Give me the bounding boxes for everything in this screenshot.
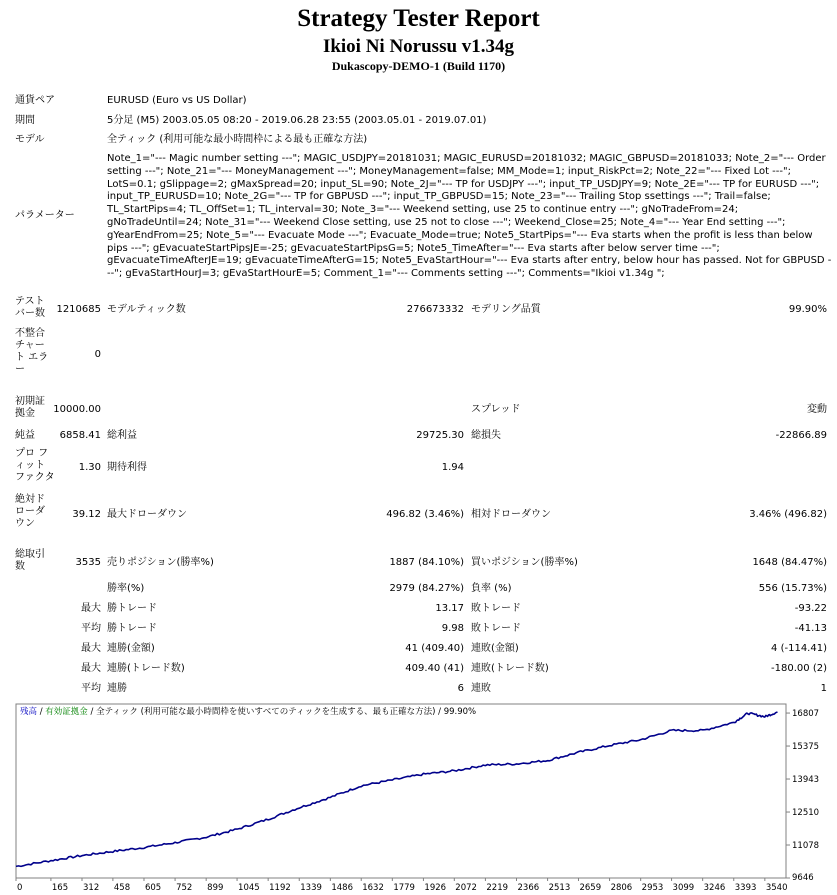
consec-win-amt-value: 41 (409.40) <box>405 643 464 654</box>
legend-sep-1: / <box>37 707 46 717</box>
net-value: 6858.41 <box>59 430 101 441</box>
x-tick-label: 3540 <box>765 883 788 893</box>
abs-dd-label: 絶対ド ローダ ウン <box>15 494 45 529</box>
x-tick-label: 3393 <box>734 883 757 893</box>
x-tick-label: 2659 <box>579 883 602 893</box>
bars-value: 1210685 <box>56 304 101 315</box>
x-axis <box>16 878 787 893</box>
max-dd-value: 496.82 (3.46%) <box>386 509 464 520</box>
long-label: 買いポジション(勝率%) <box>471 557 578 568</box>
x-tick-label: 0 <box>17 883 23 893</box>
expected-value: 1.94 <box>441 462 464 473</box>
loss-rate-value: 556 (15.73%) <box>758 583 827 594</box>
max-row-label-2: 最大 <box>81 643 101 654</box>
abs-dd-value: 39.12 <box>72 509 101 520</box>
period-label: 期間 <box>15 115 35 126</box>
x-tick-label: 458 <box>113 883 131 893</box>
model-value: 全ティック (利用可能な最小時間枠による最も正確な方法) <box>107 134 368 145</box>
rel-dd-label: 相対ドローダウン <box>471 509 551 520</box>
avg-row-label: 平均 <box>81 623 101 634</box>
legend-quality: 99.90% <box>443 707 477 717</box>
avg-loss-label: 敗トレード <box>471 623 521 634</box>
y-tick-label: 9646 <box>792 873 814 883</box>
avg-consec-win-label: 連勝 <box>107 683 127 694</box>
consec-win-cnt-label: 連勝(トレード数) <box>107 663 185 674</box>
balance-chart <box>0 700 837 895</box>
params-label: パラメーター <box>15 210 75 221</box>
legend-text <box>20 706 476 717</box>
mismatch-value: 0 <box>94 349 101 360</box>
x-tick-label: 2806 <box>610 883 633 893</box>
x-tick-label: 1632 <box>362 883 384 893</box>
consec-win-amt-label: 連勝(金額) <box>107 643 155 654</box>
trades-value: 3535 <box>75 557 101 568</box>
y-tick-label: 11078 <box>792 841 820 852</box>
avg-consec-loss-label: 連敗 <box>471 683 491 694</box>
x-tick-label: 605 <box>144 883 162 893</box>
consec-win-cnt-value: 409.40 (41) <box>405 663 464 674</box>
gross-profit-value: 29725.30 <box>416 430 464 441</box>
consec-loss-amt-value: 4 (-114.41) <box>771 643 827 654</box>
max-row-label: 最大 <box>81 603 101 614</box>
period-value: 5分足 (M5) 2003.05.05 08:20 - 2019.06.28 23:55 (2003.05.01 - 2019.07.01) <box>107 115 487 126</box>
max-loss-value: -93.22 <box>794 603 827 614</box>
pf-value: 1.30 <box>78 462 101 473</box>
long-value: 1648 (84.47%) <box>752 557 827 568</box>
avg-win-label: 勝トレード <box>107 623 157 634</box>
consec-loss-cnt-label: 連敗(トレード数) <box>471 663 549 674</box>
ticks-label: モデルティック数 <box>107 304 186 315</box>
bars-label: テスト バー数 <box>15 296 45 319</box>
avg-win-value: 9.98 <box>441 623 464 634</box>
win-rate-label: 勝率(%) <box>107 583 145 594</box>
avg-loss-value: -41.13 <box>794 623 827 634</box>
x-tick-label: 1486 <box>331 883 353 893</box>
x-tick-label: 3246 <box>703 883 726 893</box>
max-loss-label: 敗トレード <box>471 603 521 614</box>
gross-loss-label: 総損失 <box>471 430 501 441</box>
spread-label: スプレッド <box>471 404 521 415</box>
x-tick-label: 2513 <box>548 883 571 893</box>
max-win-value: 13.17 <box>435 603 464 614</box>
consec-loss-amt-label: 連敗(金額) <box>471 643 519 654</box>
y-tick-label: 13943 <box>792 775 820 786</box>
symbol-value: EURUSD (Euro vs US Dollar) <box>107 95 247 106</box>
avg-consec-loss-value: 1 <box>820 683 827 694</box>
mismatch-label: 不整合 チャート エラー <box>15 328 49 375</box>
quality-value: 99.90% <box>788 304 827 315</box>
avg-row-label-2: 平均 <box>81 683 101 694</box>
legend-model: 全ティック (利用可能な最小時間枠を使いすべてのティックを生成する、最も正確な方法) <box>96 707 436 717</box>
model-label: モデル <box>15 134 45 145</box>
short-value: 1887 (84.10%) <box>389 557 464 568</box>
params-value: Note_1="--- Magic number setting ---"; MAGIC_USDJPY=20181031; MAGIC_EURUSD=20181032; MAGIC_GBPUSD=20181033; Note_2="--- Order setting ---"; Note_21="--- MoneyManagement ---"; MoneyManagement=false; MM_Mode=1; input_RiskPct=2; Note_22="--- Fixed Lot ---"; LotS=0.1; gSlippage=2; gMaxSpread=20; input_SL=90; Note_2J="--- TP for USDJPY ---"; input_TP_USDJPY=9; Note_2E="--- TP for EURUSD ---"; input_TP_EURUSD=10; Note_2G="--- TP for GBPUSD ---"; input_TP_GBPUSD=15; Note_23="--- Trailing Stop ssettings ---"; Trail=false; TL_StartPips=4; TL_OffSet=1; TL_interval=30; Note_3="--- Weekend setting, use 25 to continue entry ---"; gNoTradeFrom=24; gNoTradeUntil=24; Note_31="--- Weekend Close setting, use 25 not to close ---"; Weekend_Close=25; Note_4="--- Year End setting ---"; gYearEndFrom=25; Note_5="--- Evacuate Mode ---"; Evacuate_Mode=true; Note5_StartPips="--- Eva starts when the profit is less than below pips ---"; gEvacuateStartPipsJE=-25; gEvacuateStartPipsG=5; Note5_TimeAfter="--- Eva starts after below server time ---"; gEvacuateTimeAfterJE=19; gEvacuateTimeAfterG=15; Note5_EvaStartHour="--- Eva starts after entry, below hour has passed. Not for GBPUSD ---"; gEvaStartHourJ=3; gEvaStartHourE=5; Comment_1="--- Comments setting ---"; Comments="Ikioi v1.34g "; <box>107 153 832 280</box>
avg-consec-win-value: 6 <box>457 683 464 694</box>
x-tick-label: 3099 <box>672 883 695 893</box>
symbol-label: 通貨ペア <box>15 95 55 106</box>
max-win-label: 勝トレード <box>107 603 157 614</box>
x-tick-label: 899 <box>207 883 224 893</box>
x-tick-label: 1339 <box>300 883 322 893</box>
loss-rate-label: 負率 (%) <box>471 583 512 594</box>
x-tick-label: 2219 <box>486 883 509 893</box>
x-tick-label: 2072 <box>455 883 477 893</box>
x-tick-label: 1045 <box>238 883 260 893</box>
deposit-value: 10000.00 <box>53 404 101 415</box>
rel-dd-value: 3.46% (496.82) <box>749 509 827 520</box>
spread-value: 変動 <box>807 404 827 415</box>
pf-label: プロ フィット ファクタ <box>15 448 55 483</box>
x-tick-label: 312 <box>83 883 100 893</box>
quality-label: モデリング品質 <box>471 304 541 315</box>
win-rate-value: 2979 (84.27%) <box>389 583 464 594</box>
max-row-label-3: 最大 <box>81 663 101 674</box>
x-tick-label: 752 <box>176 883 193 893</box>
legend-sep-2: / <box>87 707 97 717</box>
gross-profit-label: 総利益 <box>107 430 137 441</box>
legend-balance: 残高 <box>20 707 38 717</box>
ticks-value: 276673332 <box>406 304 464 315</box>
max-dd-label: 最大ドローダウン <box>107 509 187 520</box>
expected-label: 期待利得 <box>107 462 147 473</box>
gross-loss-value: -22866.89 <box>775 430 827 441</box>
y-axis <box>786 709 819 883</box>
y-tick-label: 12510 <box>792 808 820 819</box>
y-tick-label: 16807 <box>792 709 820 720</box>
report-title: Strategy Tester Report <box>297 5 540 32</box>
consec-loss-cnt-value: -180.00 (2) <box>771 663 827 674</box>
ea-name: Ikioi Ni Norussu v1.34g <box>322 36 515 57</box>
trades-label: 総取引 数 <box>15 549 45 572</box>
net-label: 純益 <box>15 430 35 441</box>
legend-sep-3: / <box>435 707 444 717</box>
x-tick-label: 2953 <box>641 883 664 893</box>
server-name: Dukascopy-DEMO-1 (Build 1170) <box>331 59 506 73</box>
x-tick-label: 1926 <box>424 883 447 893</box>
deposit-label: 初期証 拠金 <box>15 396 45 419</box>
x-tick-label: 1192 <box>269 883 291 893</box>
short-label: 売りポジション(勝率%) <box>107 557 214 568</box>
x-tick-label: 165 <box>51 883 69 893</box>
x-tick-label: 2366 <box>517 883 540 893</box>
y-tick-label: 15375 <box>792 742 820 753</box>
x-tick-label: 1779 <box>393 883 415 893</box>
legend-equity: 有効証拠金 <box>45 707 88 717</box>
